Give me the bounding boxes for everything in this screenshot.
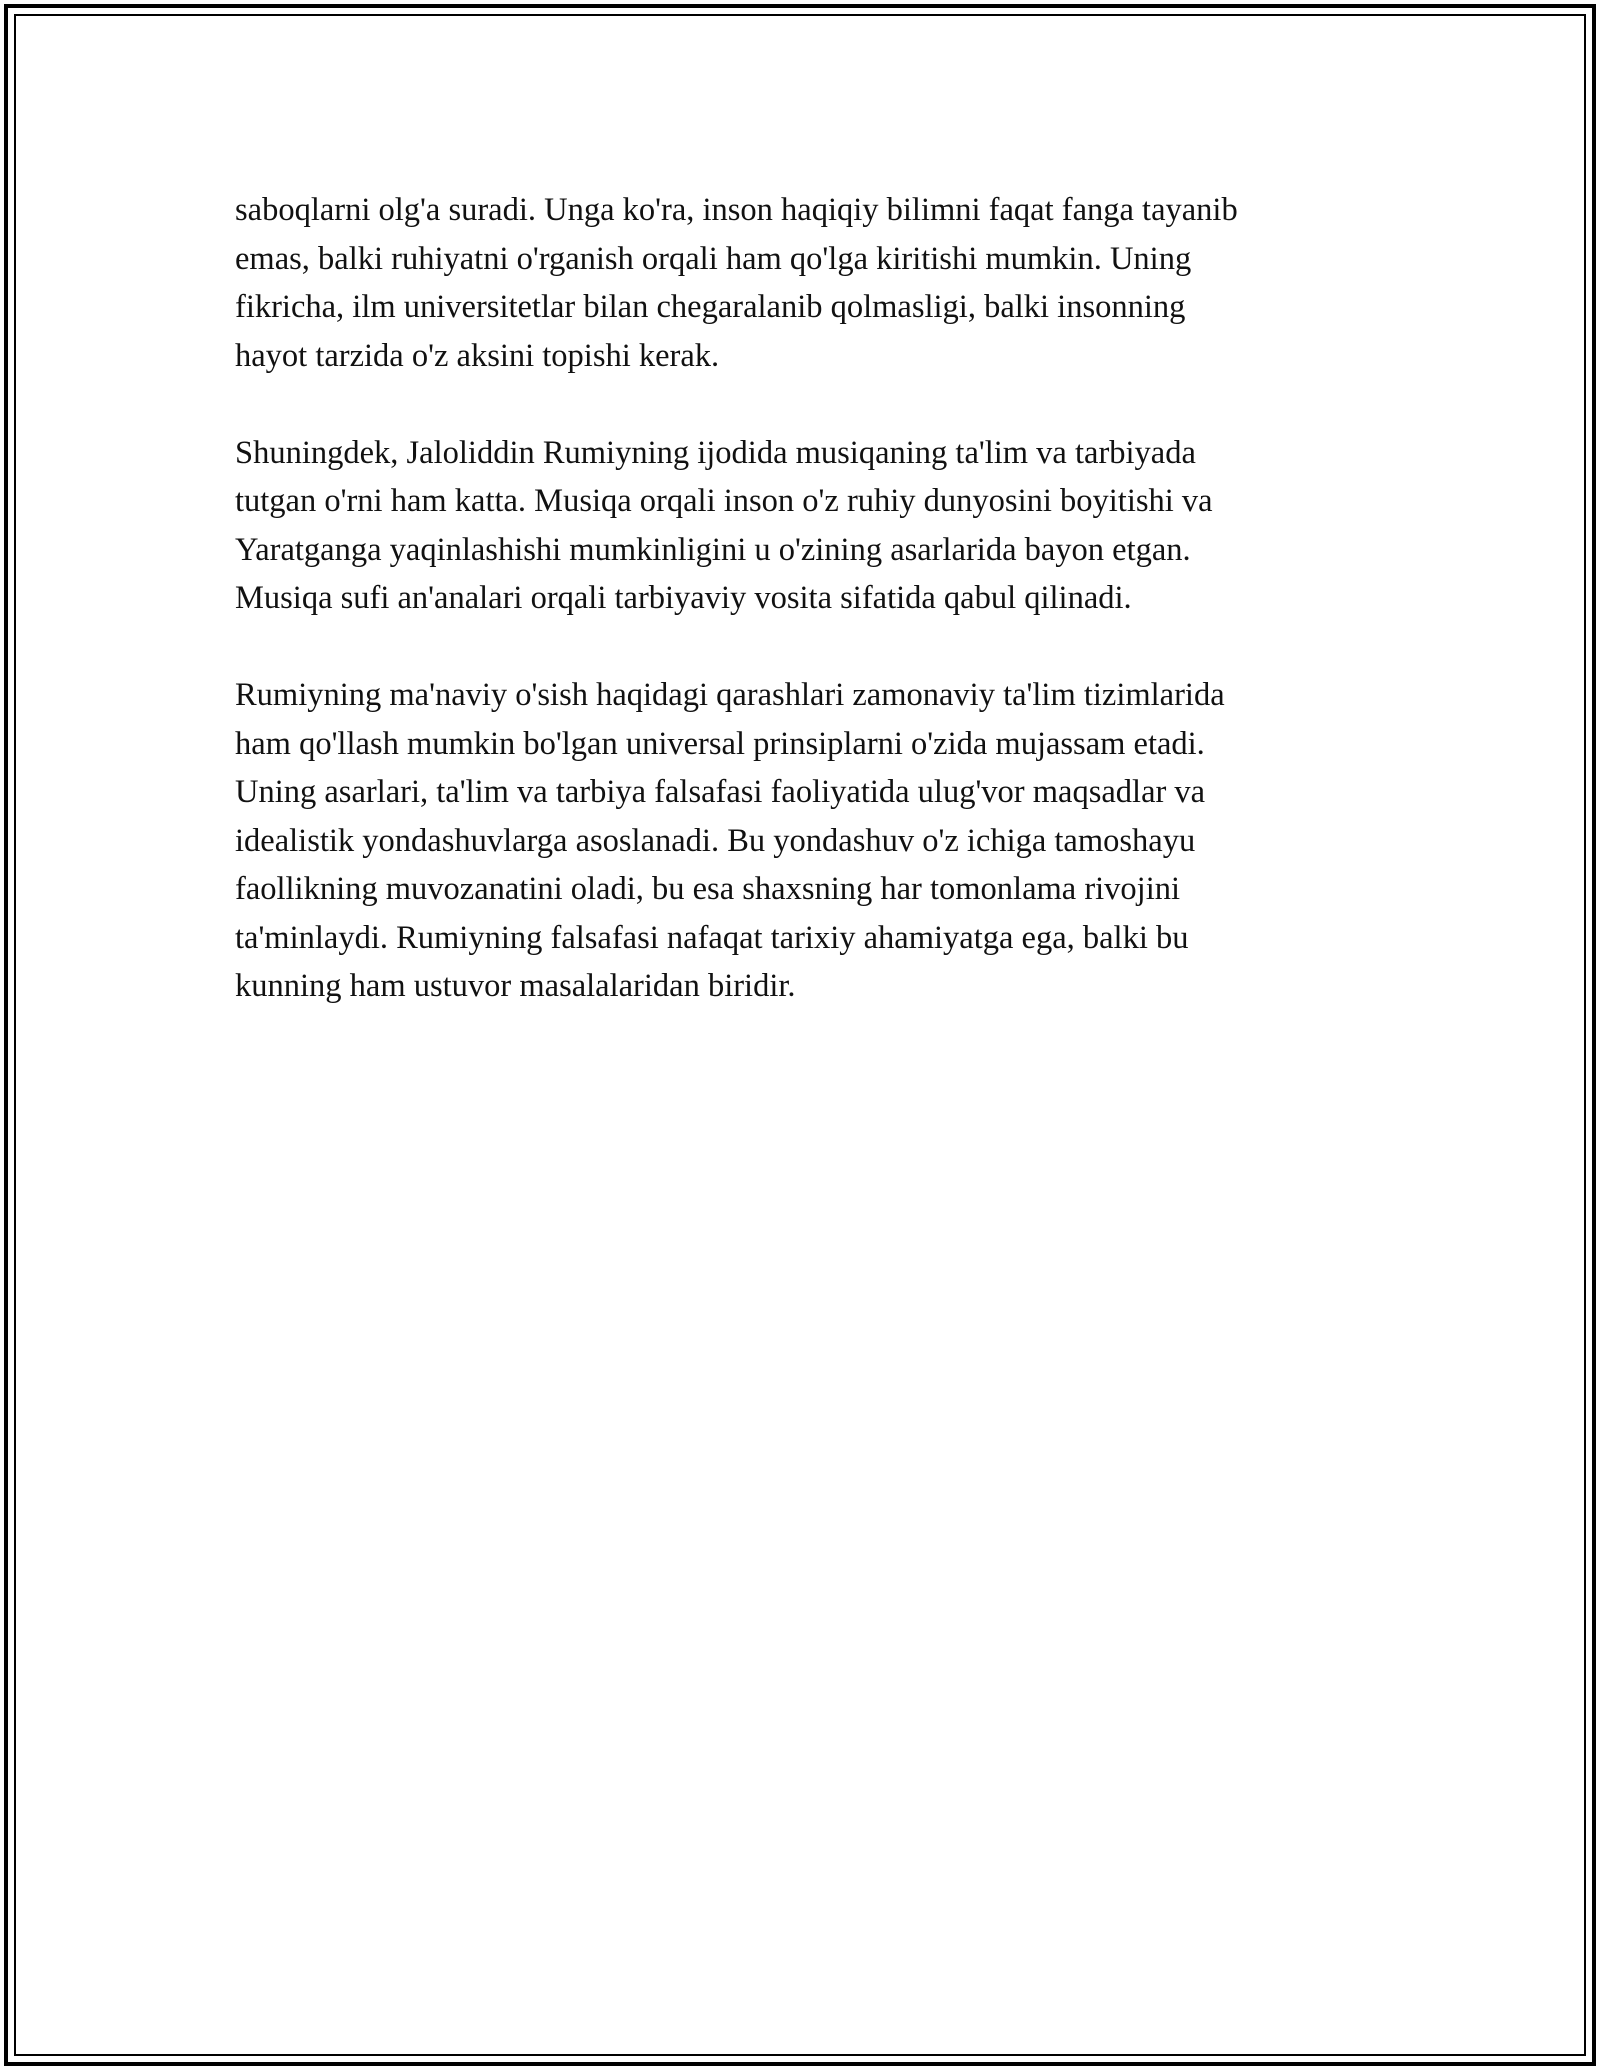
paragraph-1: saboqlarni olg'a suradi. Unga ko'ra, inson haqiqiy bilimni faqat fanga tayanib emas, balki ruhiyatni o'rganish orqali ham qo'lga kiritishi mumkin. Uning fikricha, ilm universitetlar bilan chegaralanib qolmasligi, balki insonning hayot tarzida o'z aksini topishi kerak. — [235, 192, 1238, 374]
document-body — [235, 186, 1380, 1059]
paragraph-3: Rumiyning ma'naviy o'sish haqidagi qarashlari zamonaviy ta'lim tizimlarida ham qo'llash mumkin bo'lgan universal prinsiplarni o'zida mujassam etadi. Uning asarlari, ta'lim va tarbiya falsafasi faoliyatida ulug'vor maqsadlar va idealistik yondashuvlarga asoslanadi. Bu yondashuv o'z ichiga tamoshayu faollikning muvozanatini oladi, bu esa shaxsning har tomonlama rivojini ta'minlaydi. Rumiyning falsafasi nafaqat tarixiy ahamiyatga ega, balki bu kunning ham ustuvor masalalaridan biridir. — [235, 677, 1225, 1004]
paragraph-2: Shuningdek, Jaloliddin Rumiyning ijodida musiqaning ta'lim va tarbiyada tutgan o'rni ham katta. Musiqa orqali inson o'z ruhiy dunyosini boyitishi va Yaratganga yaqinlashishi mumkinligini u o'zining asarlarida bayon etgan. Musiqa sufi an'analari orqali tarbiyaviy vosita sifatida qabul qilinadi. — [235, 434, 1213, 616]
